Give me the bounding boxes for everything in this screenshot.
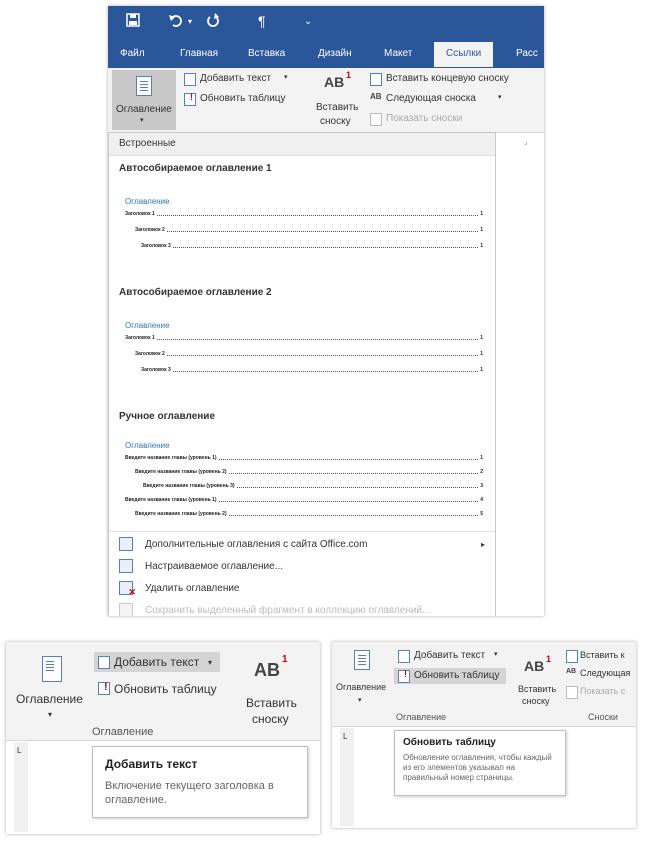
- update-exclamation-icon: !: [190, 92, 193, 102]
- insert-footnote-button[interactable]: [308, 70, 362, 130]
- chevron-down-icon: ▾: [140, 117, 144, 124]
- remove-toc-icon: ✕: [119, 581, 133, 595]
- tab-home[interactable]: Главная: [180, 48, 219, 59]
- add-text-icon: [184, 73, 196, 86]
- toc-preview-heading: Оглавление: [125, 441, 170, 450]
- update-table-button[interactable]: Обновить таблицу: [200, 93, 286, 104]
- add-text-icon: [98, 656, 110, 669]
- toc-icon: [354, 650, 370, 670]
- toc-style-title: Автособираемое оглавление 2: [119, 287, 272, 298]
- save-icon[interactable]: [126, 13, 140, 30]
- chevron-down-icon: ▾: [48, 710, 53, 719]
- vertical-ruler: [340, 728, 354, 826]
- word-references-window: [108, 6, 544, 616]
- save-selection-label: Сохранить выделенный фрагмент в коллекцию оглавлений...: [145, 604, 431, 616]
- toc-preview-heading: Оглавление: [125, 197, 170, 206]
- add-text-icon: [398, 650, 410, 663]
- toc-preview-entry: Заголовок 2 1: [135, 351, 483, 357]
- gallery-header-label: Встроенные: [119, 138, 176, 149]
- toc-style-auto-1[interactable]: [109, 155, 495, 277]
- footnote-ab-icon: AB: [524, 658, 545, 674]
- add-text-label: Добавить текст: [114, 655, 200, 669]
- custom-toc-label: Настраиваемое оглавление...: [145, 560, 284, 572]
- show-notes-icon: [370, 113, 382, 126]
- toc-button[interactable]: Оглавление: [16, 692, 83, 706]
- more-tocs-online-item[interactable]: [119, 537, 485, 551]
- vertical-ruler: [14, 742, 28, 832]
- add-text-dropdown-icon[interactable]: ▾: [284, 74, 288, 81]
- toc-preview-entry: Введите название главы (уровень 1) 4: [125, 497, 483, 503]
- show-notes-button[interactable]: Показать сноски: [386, 113, 463, 124]
- toc-button[interactable]: [112, 70, 176, 130]
- toc-preview-entry: Заголовок 1 1: [125, 335, 483, 341]
- next-footnote-dropdown-icon[interactable]: ▾: [498, 94, 502, 101]
- insert-footnote-label-1[interactable]: Вставить: [246, 696, 297, 710]
- group-label-toc: Оглавление: [92, 726, 154, 738]
- chevron-right-icon: ▸: [480, 539, 485, 549]
- add-text-tooltip-panel: [6, 642, 320, 834]
- update-table-label: Обновить таблицу: [414, 670, 500, 681]
- tab-references[interactable]: Ссылки: [434, 42, 493, 67]
- next-footnote-icon: AB: [566, 668, 577, 675]
- menu-separator: [109, 531, 495, 532]
- tooltip: [394, 730, 566, 796]
- update-exclamation-icon: !: [104, 681, 108, 693]
- toc-preview-entry: Заголовок 3 1: [141, 367, 483, 373]
- tab-design[interactable]: Дизайн: [318, 48, 352, 59]
- update-table-tooltip-panel: [332, 642, 636, 828]
- custom-toc-item[interactable]: [119, 559, 283, 573]
- chevron-down-icon: ▾: [358, 697, 362, 704]
- ruler-corner: L: [343, 732, 348, 741]
- redo-icon[interactable]: [206, 13, 220, 30]
- toc-style-title: Автособираемое оглавление 1: [119, 163, 272, 174]
- gallery-header: [109, 133, 495, 156]
- save-selection-icon: [119, 603, 133, 616]
- ribbon-references: [6, 642, 320, 741]
- next-footnote-icon: AB: [370, 92, 382, 101]
- tooltip: [92, 746, 308, 818]
- insert-footnote-label-2[interactable]: сноску: [252, 712, 289, 726]
- toc-icon: [136, 76, 152, 96]
- remove-toc-label: Удалить оглавление: [145, 582, 240, 594]
- toc-preview-entry: Введите название главы (уровень 2) 5: [135, 511, 483, 517]
- group-label-footnotes: Сноски: [588, 712, 618, 722]
- update-table-button[interactable]: [394, 668, 506, 684]
- update-table-button[interactable]: Обновить таблицу: [114, 682, 217, 696]
- toc-preview-heading: Оглавление: [125, 321, 170, 330]
- remove-toc-item[interactable]: [119, 581, 240, 595]
- add-text-dropdown-icon: ▾: [208, 658, 213, 667]
- endnote-icon: [370, 73, 382, 86]
- footnote-sup-icon: 1: [546, 654, 552, 664]
- toc-button[interactable]: Оглавление: [336, 682, 387, 692]
- tab-layout[interactable]: Макет: [384, 48, 413, 59]
- insert-footnote-label-2: сноску: [320, 116, 351, 127]
- toc-preview-entry: Заголовок 3 1: [141, 243, 483, 249]
- tooltip-title: Обновить таблицу: [403, 737, 496, 748]
- footnote-sup-icon: 1: [282, 654, 288, 665]
- undo-icon[interactable]: [168, 13, 184, 30]
- endnote-icon: [566, 650, 578, 663]
- toc-preview-entry: Введите название главы (уровень 1) 1: [125, 455, 483, 461]
- toc-button-label: Оглавление: [116, 104, 172, 115]
- toc-icon: [42, 656, 62, 682]
- pilcrow-icon[interactable]: ¶: [258, 13, 266, 29]
- tooltip-body: Обновление оглавления, чтобы каждый из его элементов указывал на правильный номер страницы.: [403, 753, 552, 782]
- footnote-ab-icon: AB: [324, 74, 345, 90]
- tab-mailings[interactable]: Расс: [516, 48, 538, 59]
- next-footnote-button[interactable]: Следующая: [580, 668, 631, 678]
- group-label-toc: Оглавление: [396, 712, 447, 722]
- customize-quick-access-icon[interactable]: ⌄: [304, 16, 313, 27]
- next-footnote-button[interactable]: Следующая сноска: [386, 93, 476, 104]
- toc-style-title: Ручное оглавление: [119, 411, 216, 422]
- tab-insert[interactable]: Вставка: [248, 48, 286, 59]
- insert-footnote-label-1[interactable]: Вставить: [518, 684, 557, 694]
- add-text-dropdown-icon[interactable]: ▾: [494, 651, 498, 658]
- toc-preview-entry: Заголовок 1 1: [125, 211, 483, 217]
- tab-file[interactable]: Файл: [120, 48, 145, 59]
- ribbon-tabs: [108, 40, 544, 68]
- tooltip-body: Включение текущего заголовка в оглавление.: [105, 780, 274, 806]
- toc-style-manual[interactable]: [109, 403, 495, 531]
- save-selection-item[interactable]: [119, 603, 430, 616]
- toc-preview-entry: Введите название главы (уровень 3) 3: [143, 483, 483, 489]
- toc-gallery-dropdown: [108, 132, 496, 616]
- footnotes-launcher-icon[interactable]: ⌟: [524, 139, 528, 146]
- show-notes-button[interactable]: Показать с: [580, 686, 626, 696]
- add-text-button[interactable]: Добавить текст: [414, 650, 486, 661]
- update-exclamation-icon: !: [404, 669, 407, 679]
- office-online-icon: [119, 537, 133, 551]
- footnote-ab-icon: AB: [254, 660, 280, 680]
- title-bar: [108, 6, 544, 40]
- toc-preview-entry: Заголовок 2 1: [135, 227, 483, 233]
- more-tocs-online-label: Дополнительные оглавления с сайта Office.com: [145, 538, 368, 550]
- tooltip-title: Добавить текст: [105, 757, 198, 771]
- ribbon-references: [332, 642, 636, 727]
- insert-footnote-label-1: Вставить: [316, 102, 359, 113]
- footnote-sup-icon: 1: [346, 70, 352, 80]
- insert-footnote-label-2[interactable]: сноску: [522, 696, 550, 706]
- undo-dropdown-icon[interactable]: ▾: [188, 17, 193, 26]
- toc-preview-entry: Введите название главы (уровень 2) 2: [135, 469, 483, 475]
- add-text-button[interactable]: [94, 652, 220, 672]
- insert-endnote-button[interactable]: Вставить концевую сноску: [386, 73, 509, 84]
- show-notes-icon: [566, 686, 578, 699]
- custom-toc-icon: [119, 559, 133, 573]
- add-text-button[interactable]: Добавить текст: [200, 73, 272, 84]
- toc-style-auto-2[interactable]: [109, 279, 495, 401]
- insert-endnote-button[interactable]: Вставить к: [580, 650, 625, 660]
- ruler-corner: L: [17, 746, 22, 755]
